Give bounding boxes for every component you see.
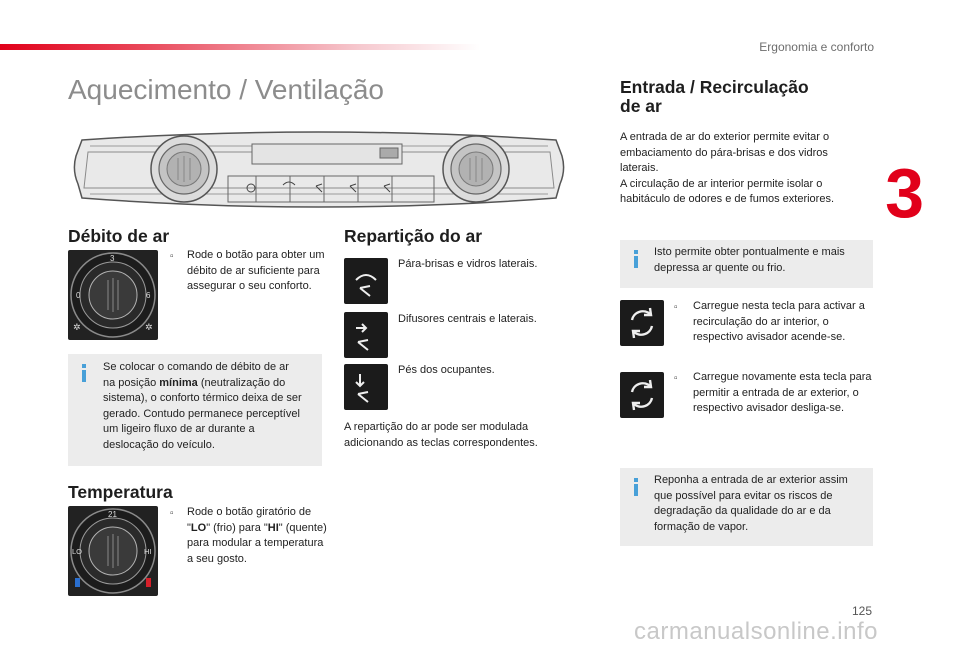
info-icon [632,478,640,496]
temperatura-bullet-text: Rode o botão giratório de "LO" (frio) para "HI" (quente) para modular a temperatura a seu gosto. [187,506,327,565]
recirculation-key-image-off [620,372,664,418]
info-icon [632,250,640,268]
recirculation-key-image-on [620,300,664,346]
entrada-heading: Entrada / Recirculação de ar [620,77,809,116]
fan-icon: ✲ [73,323,81,333]
fan-label-6: 6 [146,291,151,300]
windscreen-demist-icon [344,258,388,304]
fan-label-3: 3 [110,254,115,263]
bullet-icon: ▫ [674,302,678,313]
info-icon [80,364,88,382]
temperatura-heading: Temperatura [68,482,173,502]
watermark: carmanualsonline.info [634,618,878,645]
entrada-bullet-2: Carregue novamente esta tecla para permitir a entrada de ar exterior, o respectivo avisador desliga-se. [693,371,872,414]
debito-bullet-text: Rode o botão para obter um débito de ar suficiente para assegurar o seu conforto. [187,249,325,292]
bullet-icon: ▫ [674,373,678,384]
temperature-knob-image [68,506,158,596]
face-vent-icon [344,312,388,358]
entrada-info-text-2: Reponha a entrada de ar exterior assim que possível para evitar os riscos de degradação da qualidade do ar e da formação de vapor. [654,474,848,533]
entrada-info-box-2 [620,468,873,546]
fan-label-0: 0 [76,291,81,300]
fan-speed-knob-image [68,250,158,340]
debito-info-box [68,354,322,466]
chapter-number: 3 [885,154,924,232]
feet-vent-key-image [344,364,388,410]
reparticao-item-3: Pés dos ocupantes. [398,364,495,376]
cold-indicator-icon [75,578,80,587]
recirculation-icon [620,300,664,346]
windscreen-key-image [344,258,388,304]
temp-label-lo: LO [72,547,83,556]
section-header: Ergonomia e conforto [759,40,874,54]
header-accent-bar [0,44,480,50]
feet-vent-icon [344,364,388,410]
temp-label-21: 21 [108,510,117,519]
bullet-icon: ▫ [170,508,174,519]
reparticao-item-2: Difusores centrais e laterais. [398,313,537,325]
climate-control-panel-illustration [68,128,570,212]
reparticao-note: A repartição do ar pode ser modulada adicionando as teclas correspondentes. [344,421,538,449]
reparticao-heading: Repartição do ar [344,226,483,246]
entrada-info-box-1 [620,240,873,288]
bullet-icon: ▫ [170,251,174,262]
entrada-info-text-1: Isto permite obter pontualmente e mais depressa ar quente ou frio. [654,246,845,274]
hot-indicator-icon [146,578,151,587]
temp-label-hi: HI [144,547,152,556]
page-title: Aquecimento / Ventilação [68,74,384,105]
debito-info-text: Se colocar o comando de débito de ar na posição mínima (neutralização do sistema), o conforto térmico deixa de ser gerado. Contudo permanece perceptível um ligeiro fluxo de ar durante a deslocação do veículo. [103,361,302,451]
debito-heading: Débito de ar [68,226,170,246]
recirculation-icon [620,372,664,418]
face-vent-key-image [344,312,388,358]
reparticao-item-1: Pára-brisas e vidros laterais. [398,258,538,270]
entrada-bullet-1: Carregue nesta tecla para activar a recirculação do ar interior, o respectivo avisador acende-se. [693,300,865,343]
entrada-paragraph: A entrada de ar do exterior permite evitar o embaciamento do pára-brisas e dos vidros laterais. A circulação de ar interior permite isolar o habitáculo de odores e de fumos exteriores. [620,131,835,205]
fan-icon-right: ✲ [145,323,153,333]
page-number: 125 [851,604,872,618]
